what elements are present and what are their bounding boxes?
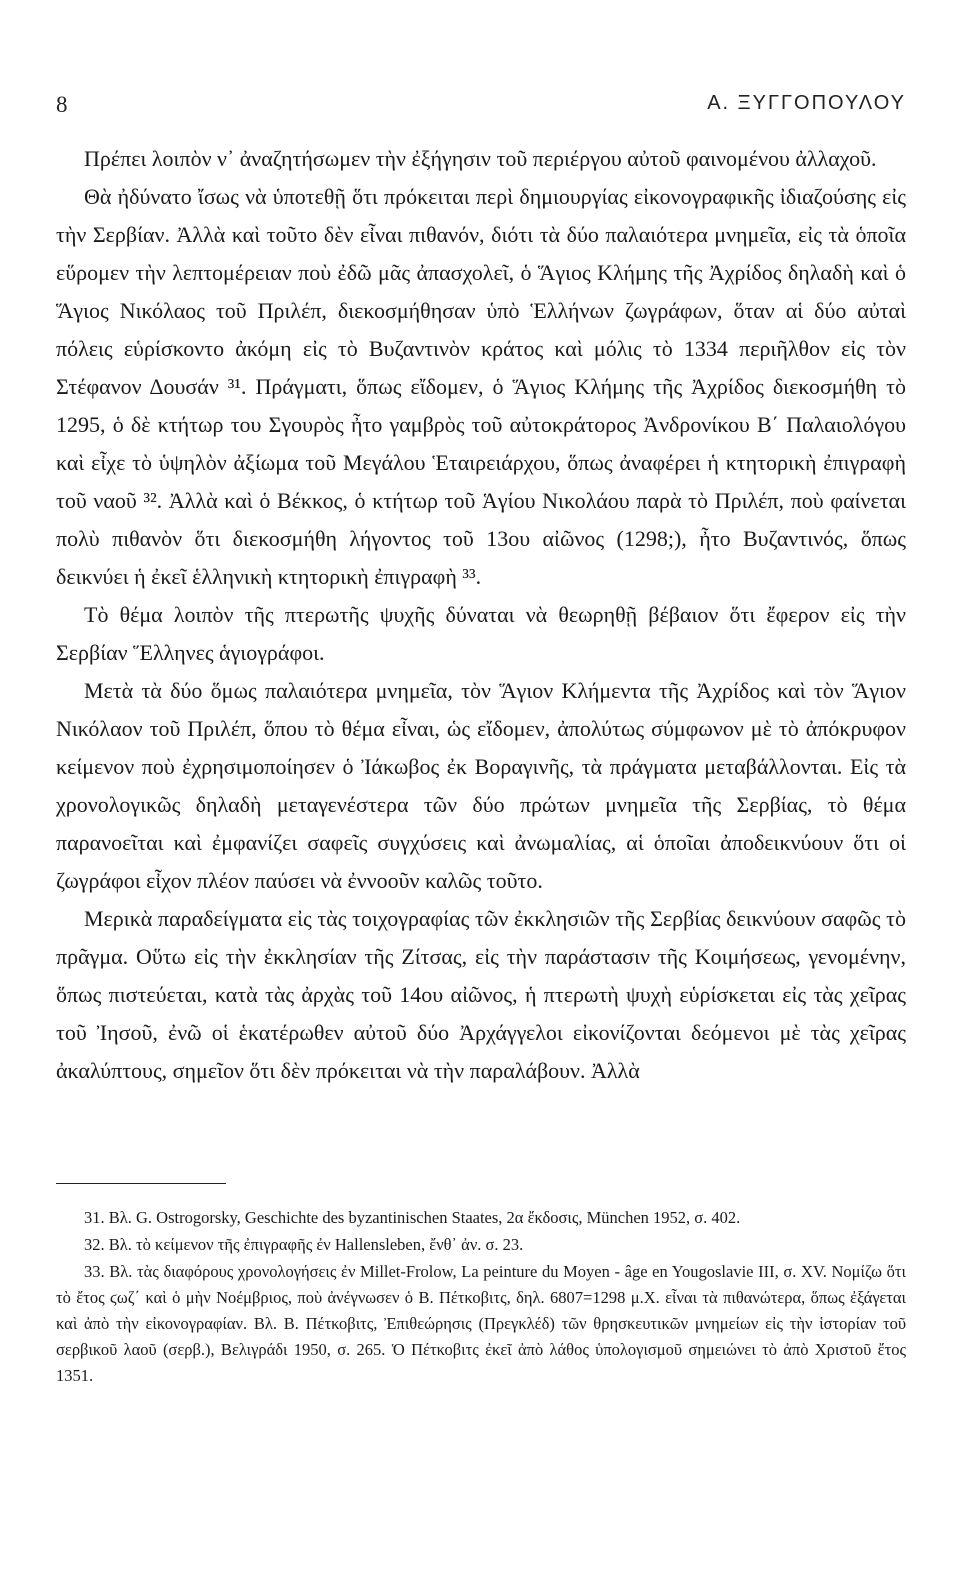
paragraph: Πρέπει λοιπὸν ν᾽ ἀναζητήσωμεν τὴν ἐξήγησιν τοῦ περιέργου αὐτοῦ φαινομένου ἀλλαχοῦ.	[84, 146, 877, 171]
paragraph: Μερικὰ παραδείγματα εἰς τὰς τοιχογραφίας τῶν ἐκκλησιῶν τῆς Σερβίας δεικνύουν σαφῶς τὸ πρᾶγμα. Οὕτω εἰς τὴν ἐκκλησίαν τῆς Ζίτσας, εἰς τὴν παράστασιν τῆς Κοιμήσεως, γενομένην, ὅπως πιστεύεται, κατὰ τὰς ἀρχὰς τοῦ 14ου αἰῶνος, ἡ πτερωτὴ ψυχὴ εὑρίσκεται εἰς τὰς χεῖρας τοῦ Ἰησοῦ, ἐνῶ οἱ ἑκατέρωθεν αὐτοῦ δύο Ἀρχάγγελοι εἰκονίζονται δεόμενοι μὲ τὰς χεῖρας ἀκαλύπτους, σημεῖον ὅτι δὲν πρόκειται νὰ τὴν παραλάβουν. Ἀλλὰ	[56, 906, 906, 1083]
footnotes	[56, 1205, 906, 1390]
running-head	[56, 92, 906, 122]
paragraph: Τὸ θέμα λοιπὸν τῆς πτερωτῆς ψυχῆς δύναται νὰ θεωρηθῇ βέβαιον ὅτι ἔφερον εἰς τὴν Σερβίαν Ἕλληνες ἁγιογράφοι.	[56, 602, 906, 665]
footnote-separator	[56, 1183, 226, 1184]
footnote: 33. Βλ. τὰς διαφόρους χρονολογήσεις ἐν Millet-Frolow, La peinture du Moyen - âge en Yougoslavie III, σ. XV. Νομίζω ὅτι τὸ ἔτος ϛωζ΄ καὶ ὁ μὴν Νοέμβριος, ποὺ ἀνέγνωσεν ὁ Β. Πέτκοβιτς, δηλ. 6807=1298 μ.Χ. εἶναι τὰ πιθανώτερα, ὅπως ἐξάγεται καὶ ἀπὸ τὴν εἰκονογραφίαν. Βλ. Β. Πέτκοβιτς, Ἐπιθεώρησις (Πρεγκλέδ) τῶν θρησκευτικῶν μνημείων εἰς τὴν ἱστορίαν τοῦ σερβικοῦ λαοῦ (σερβ.), Βελιγράδι 1950, σ. 265. Ὁ Πέτκοβιτς ἐκεῖ ἀπὸ λάθος ὑπολογισμοῦ σημειώνει τὸ ἀπὸ Χριστοῦ ἔτος 1351.	[56, 1262, 906, 1385]
footnote: 31. Βλ. G. Ostrogorsky, Geschichte des byzantinischen Staates, 2α ἔκδοσις, München 1952, σ. 402.	[84, 1208, 741, 1227]
main-text	[56, 140, 906, 1090]
author-running-title: Α. ΞΥΓΓΟΠΟΥΛΟΥ	[707, 92, 906, 114]
footnote: 32. Βλ. τὸ κείμενον τῆς ἐπιγραφῆς ἐν Hallensleben, ἔνθ᾽ ἀν. σ. 23.	[84, 1235, 524, 1254]
paragraph: Μετὰ τὰ δύο ὅμως παλαιότερα μνημεῖα, τὸν Ἅγιον Κλήμεντα τῆς Ἀχρίδος καὶ τὸν Ἅγιον Νικόλαον τοῦ Πριλέπ, ὅπου τὸ θέμα εἶναι, ὡς εἴδομεν, ἀπολύτως σύμφωνον μὲ τὸ ἀπόκρυφον κείμενον ποὺ ἐχρησιμοποίησεν ὁ Ἰάκωβος ἐκ Βοραγινῆς, τὰ πράγματα μεταβάλλονται. Εἰς τὰ χρονολογικῶς δηλαδὴ μεταγενέστερα τῶν δύο πρώτων μνημεῖα τῆς Σερβίας, τὸ θέμα παρανοεῖται καὶ ἐμφανίζει σαφεῖς συγχύσεις καὶ ἀνωμαλίας, αἱ ὁποῖαι ἀποδεικνύουν ὅτι οἱ ζωγράφοι εἶχον πλέον παύσει νὰ ἐννοοῦν καλῶς τοῦτο.	[56, 678, 906, 893]
page-number: 8	[56, 92, 68, 117]
paragraph: Θὰ ἠδύνατο ἴσως νὰ ὑποτεθῇ ὅτι πρόκειται περὶ δημιουργίας εἰκονογραφικῆς ἰδιαζούσης εἰς τὴν Σερβίαν. Ἀλλὰ καὶ τοῦτο δὲν εἶναι πιθανόν, διότι τὰ δύο παλαιότερα μνημεῖα, εἰς τὰ ὁποῖα εὕρομεν τὴν λεπτομέρειαν ποὺ ἐδῶ μᾶς ἀπασχολεῖ, ὁ Ἅγιος Κλήμης τῆς Ἀχρίδος δηλαδὴ καὶ ὁ Ἅγιος Νικόλαος τοῦ Πριλέπ, διεκοσμήθησαν ὑπὸ Ἑλλήνων ζωγράφων, ὅταν αἱ δύο αὐταὶ πόλεις εὑρίσκοντο ἀκόμη εἰς τὸ Βυζαντινὸν κράτος καὶ μόλις τὸ 1334 περιῆλθον εἰς τὸν Στέφανον Δουσάν ³¹. Πράγματι, ὅπως εἴδομεν, ὁ Ἅγιος Κλήμης τῆς Ἀχρίδος διεκοσμήθη τὸ 1295, ὁ δὲ κτήτωρ του Σγουρὸς ἦτο γαμβρὸς τοῦ αὐτοκράτορος Ἀνδρονίκου Β΄ Παλαιολόγου καὶ εἶχε τὸ ὑψηλὸν ἀξίωμα τοῦ Μεγάλου Ἑταιρειάρχου, ὅπως ἀναφέρει ἡ κτητορικὴ ἐπιγραφὴ τοῦ ναοῦ ³². Ἀλλὰ καὶ ὁ Βέκκος, ὁ κτήτωρ τοῦ Ἁγίου Νικολάου παρὰ τὸ Πριλέπ, ποὺ φαίνεται πολὺ πιθανὸν ὅτι διεκοσμήθη λήγοντος τοῦ 13ου αἰῶνος (1298;), ἦτο Βυζαντινός, ὅπως δεικνύει ἡ ἐκεῖ ἑλληνικὴ κτητορικὴ ἐπιγραφὴ ³³.	[56, 184, 906, 589]
